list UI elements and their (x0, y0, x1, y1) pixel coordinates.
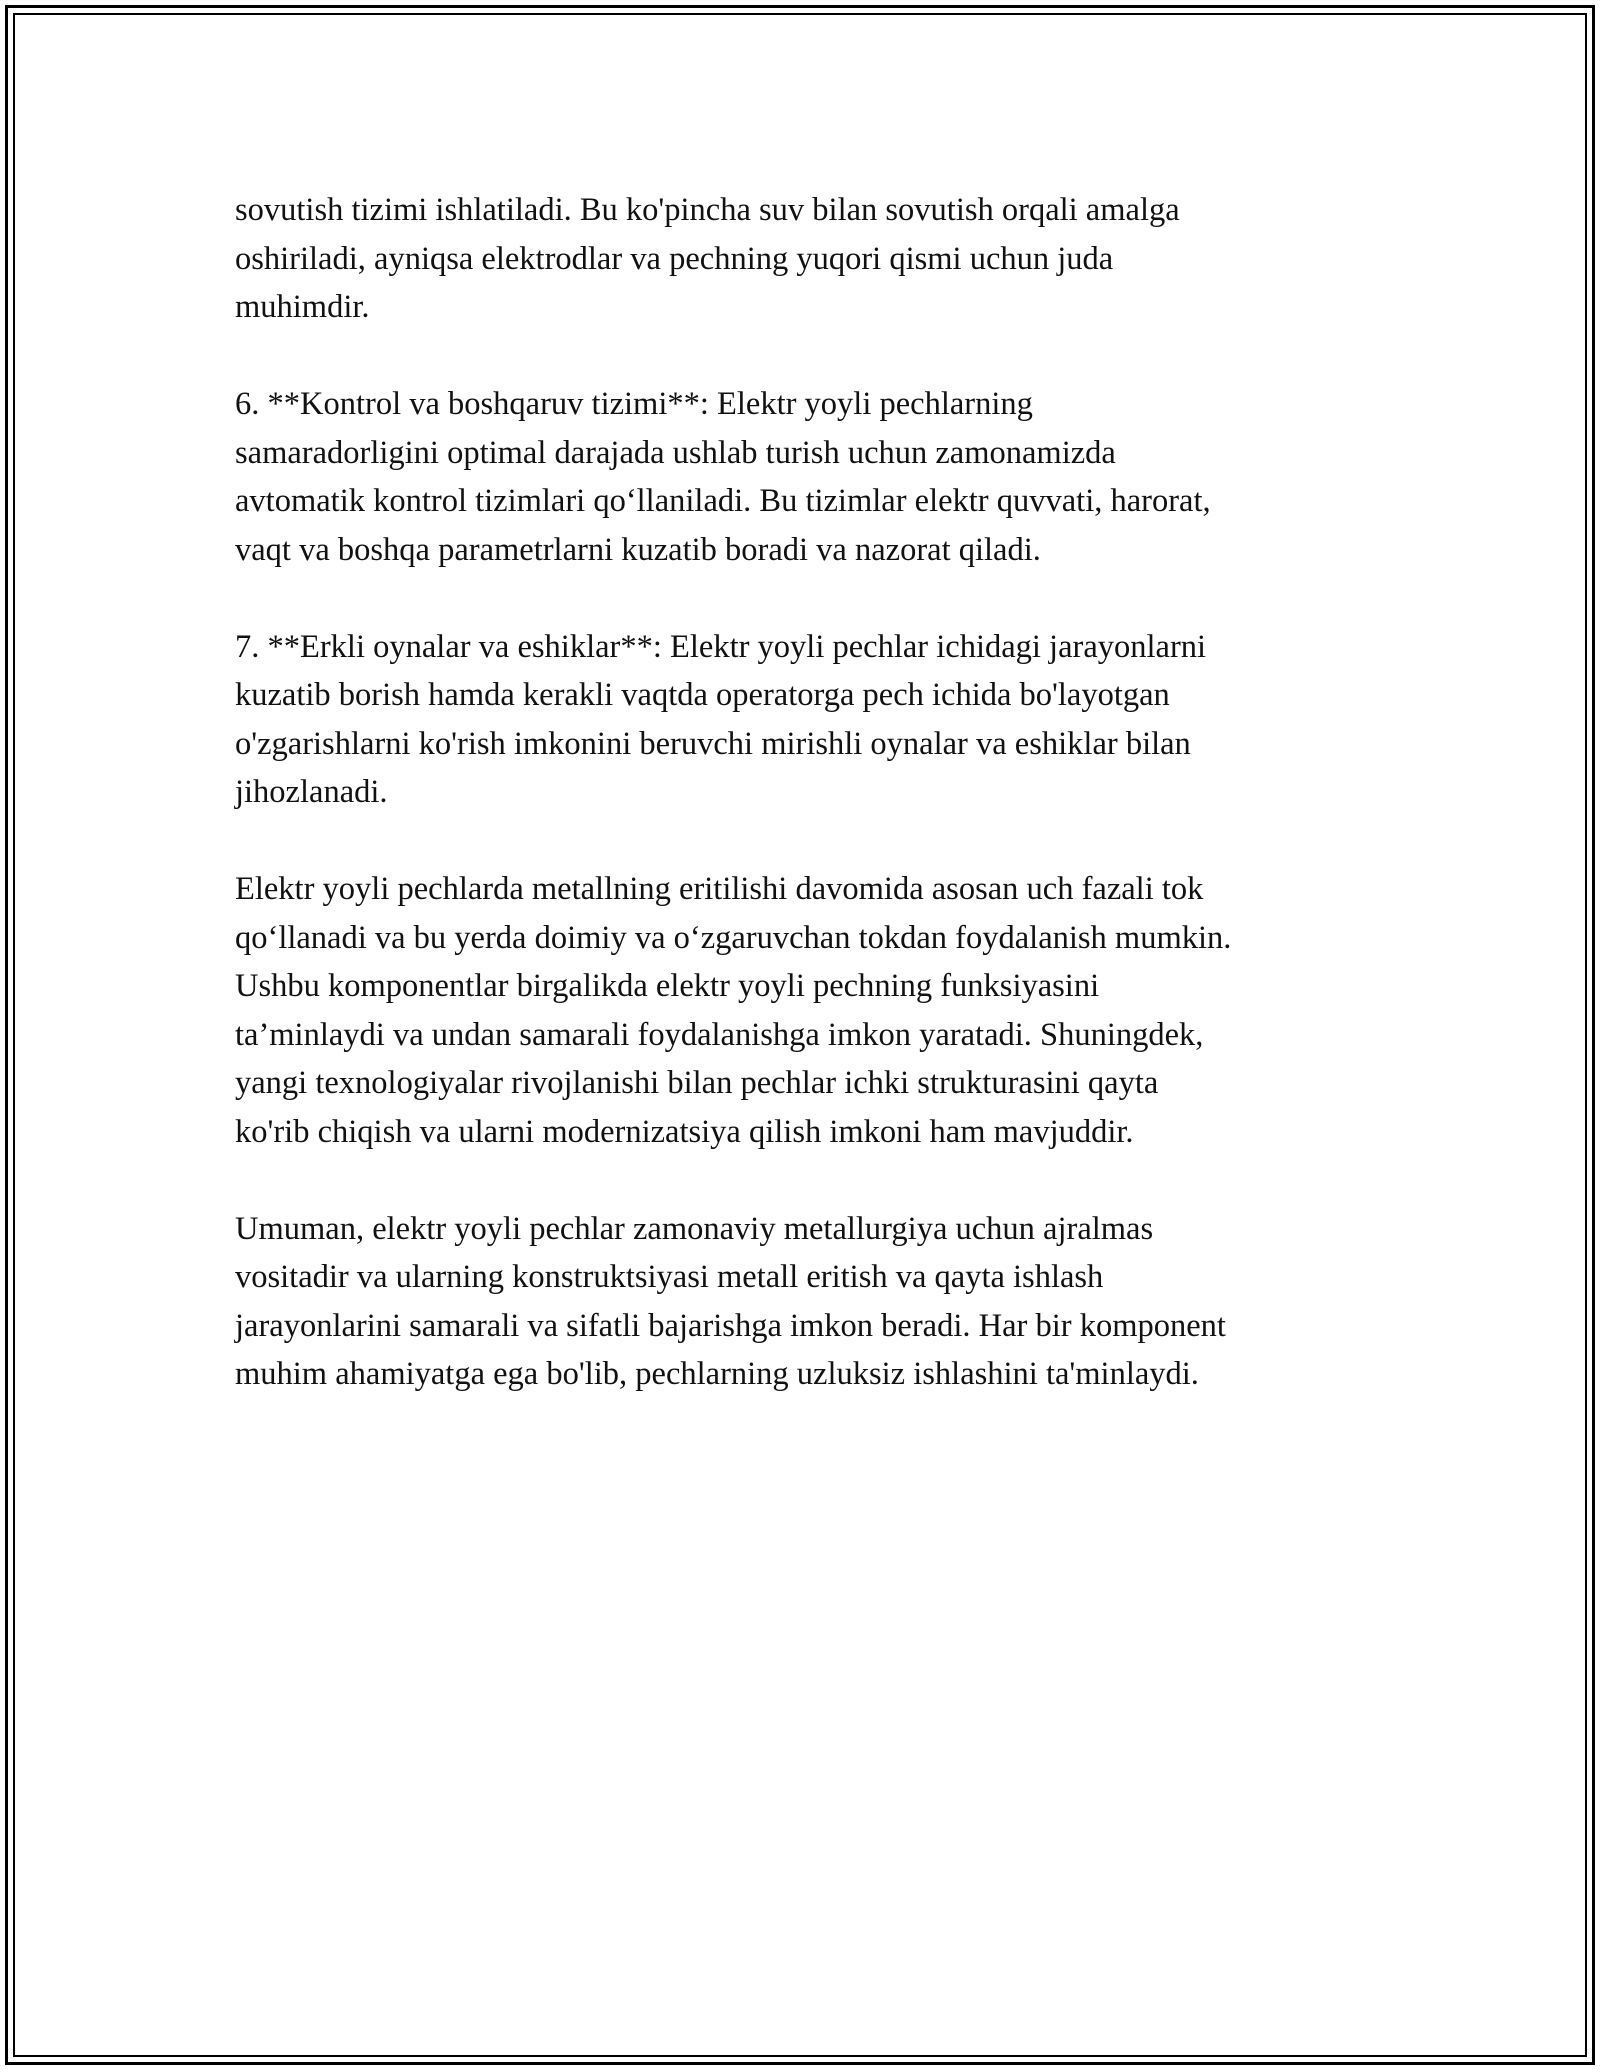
paragraph-control-system (235, 380, 1365, 574)
text-line: jarayonlarini samarali va sifatli bajarishga imkon beradi. Har bir komponent (235, 1307, 1226, 1344)
text-line: oshiriladi, ayniqsa elektrodlar va pechning yuqori qismi uchun juda (235, 240, 1114, 277)
paragraph-conclusion (235, 1205, 1365, 1399)
paragraph-windows-doors (235, 623, 1365, 817)
text-line: Umuman, elektr yoyli pechlar zamonaviy metallurgiya uchun ajralmas (235, 1210, 1154, 1247)
text-line: Ushbu komponentlar birgalikda elektr yoyli pechning funksiyasini (235, 968, 1100, 1004)
text-line: vositadir va ularning konstruktsiyasi metall eritish va qayta ishlash (235, 1259, 1104, 1295)
text-line: ko'rib chiqish va ularni modernizatsiya qilish imkoni ham mavjuddir. (235, 1113, 1134, 1150)
text-line: Elektr yoyli pechlarda metallning eritilishi davomida asosan uch fazali tok (235, 871, 1204, 907)
document-body (235, 186, 1365, 1447)
text-line: 7. **Erkli oynalar va eshiklar**: Elektr yoyli pechlar ichidagi jarayonlarni (235, 628, 1207, 665)
text-line: qo‘llanadi va bu yerda doimiy va o‘zgaruvchan tokdan foydalanish mumkin. (235, 919, 1232, 956)
text-line: yangi texnologiyalar rivojlanishi bilan pechlar ichki strukturasini qayta (235, 1065, 1159, 1101)
text-line: samaradorligini optimal darajada ushlab turish uchun zamonamizda (235, 434, 1116, 471)
text-line: avtomatik kontrol tizimlari qo‘llaniladi. Bu tizimlar elektr quvvati, harorat, (235, 483, 1211, 519)
paragraph-three-phase-current (235, 865, 1365, 1156)
text-line: sovutish tizimi ishlatiladi. Bu ko'pincha suv bilan sovutish orqali amalga (235, 192, 1180, 228)
text-line: 6. **Kontrol va boshqaruv tizimi**: Elektr yoyli pechlarning (235, 386, 1033, 422)
text-line: kuzatib borish hamda kerakli vaqtda operatorga pech ichida bo'layotgan (235, 677, 1170, 713)
text-line: jihozlanadi. (235, 774, 388, 810)
text-line: muhim ahamiyatga ega bo'lib, pechlarning uzluksiz ishlashini ta'minlaydi. (235, 1356, 1199, 1392)
text-line: o'zgarishlarni ko'rish imkonini beruvchi mirishli oynalar va eshiklar bilan (235, 725, 1191, 762)
text-line: vaqt va boshqa parametrlarni kuzatib boradi va nazorat qiladi. (235, 531, 1041, 568)
paragraph-cooling-system (235, 186, 1365, 332)
text-line: ta’minlaydi va undan samarali foydalanishga imkon yaratadi. Shuningdek, (235, 1016, 1204, 1053)
text-line: muhimdir. (235, 289, 370, 325)
